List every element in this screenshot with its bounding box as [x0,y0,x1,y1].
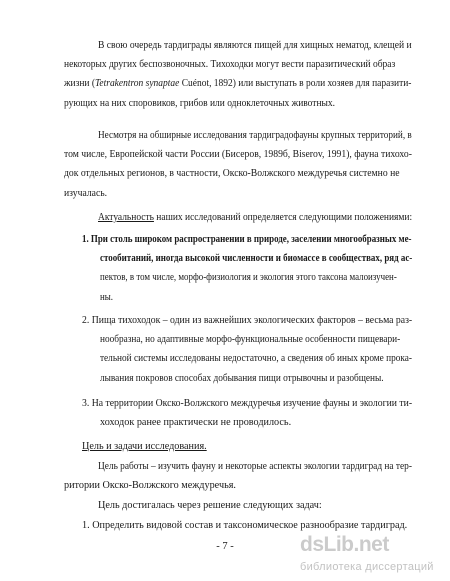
text-line: пектов, в том числе, морфо-физиология и экология этого таксона малоизучен- [100,272,397,284]
text-line: изучалась. [64,187,108,199]
species-name: Tetrakentron synaptae [95,78,180,90]
text-line: том числе, Европейской части России (Бисеров, 1989б, Biserov, 1991), фауна тихохо- [64,149,412,160]
goal-paragraph-cont [64,476,236,495]
watermark [300,533,448,581]
text-line: Цель достигалась через решение следующих задач: [98,500,322,511]
list-item-3 [82,394,428,413]
paragraph-diet-role [98,36,432,55]
actuality-heading [98,208,436,227]
text-line: 3. На территории Окско-Волжского междуречья изучение фауны и экологии ти- [82,398,413,409]
list-item-2 [82,311,428,330]
text-line: жизни (Tetrakentron synaptae Cuénot, 1892) или выступать в роли хозяев для паразити- [64,78,412,90]
actuality-word: Актуальность [98,212,154,223]
paragraph-fauna-study [98,126,445,145]
text-line: тельной системы исследованы недостаточно, а сведения об иных кроме прока- [100,353,412,365]
text-line: док отдельных регионов, в частности, Окско-Волжского междуречья системно не [64,168,400,180]
goal-heading [82,437,207,456]
watermark-logo: dsLib.net [300,533,389,556]
paragraph-diet-role-cont [64,55,438,113]
text-line: 1. При столь широком распространении в природе, заселении многообразных ме- [82,234,412,245]
list-item-1-cont [100,249,450,307]
text-line: некоторых других беспозвоночных. Тихоходки могут вести паразитический образ [64,59,396,70]
text-line: стообитаний, иногда высокой численности и биомассе в сообществах, ряд ас- [100,253,413,264]
watermark-subtitle: библиотека диссертаций [300,561,434,573]
list-item-3-cont [100,413,291,432]
paragraph-fauna-study-cont [64,145,431,203]
text-line: 2. Пища тихоходок – один из важнейших экологических факторов – весьма раз- [82,315,413,326]
text-line: лывания покровов способах добывания пищи отрывочны и разобщены. [100,372,384,384]
text-line: 1. Определить видовой состав и таксономическое разнообразие тардиград. [82,520,408,531]
text-line: ны. [100,291,114,303]
actuality-rest: наших исследований определяется следующими положениями: [153,212,413,223]
text-line: хоходок ранее практически не проводилось. [100,417,292,428]
list-item-1 [82,230,450,249]
goal-paragraph [98,457,440,476]
list-item-2-cont [100,330,442,388]
text-line: Цель работы – изучить фауну и некоторые аспекты экологии тардиград на тер- [98,461,412,472]
text-line: ритории Окско-Волжского междуречья. [64,480,236,491]
text-line: Цель и задачи исследования. [82,441,207,452]
text-line: Несмотря на обширные исследования тардиградофауны крупных территорий, в [98,130,412,141]
text-line: нообразна, но адаптивные морфо-функциональные особенности пищевари- [100,334,401,345]
text-line: В свою очередь тардиграды являются пищей для хищных нематод, клещей и [98,40,412,51]
text-line [98,208,412,227]
tasks-intro [98,496,322,515]
text-line: рующих на них споровиков, грибов или одноклеточных животных. [64,97,335,109]
page-number: - 7 - [216,541,234,552]
